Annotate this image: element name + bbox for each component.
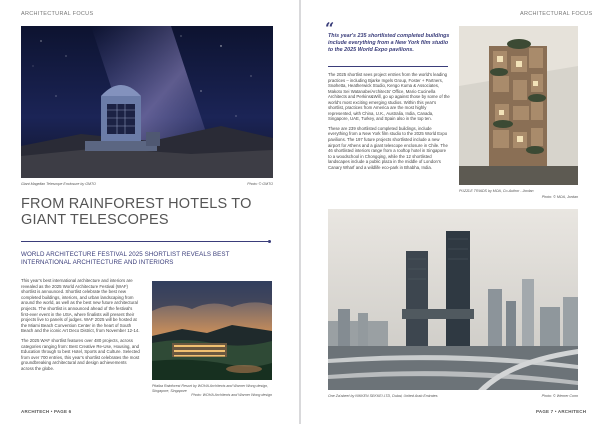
body-paragraph: This year's best international architecture and interiors are revealed as the 2025 World Architecture Festival (WAF) shortlist is announced. Shortlist celebrate the best new completed buildings, interiors, and urban landscaping from around the world, as well as the best new future architectural projects. The shortlist is announced ahead of the festival's first-ever event in the USA, where finalists will present their projects live to panels of judges. WAF 2025 will be hosted at the Miami Beach Convention Center in the heart of South Beach and the iconic Art Deco District, from November 12-14. <box>21 278 140 334</box>
body-paragraph: These are 239 shortlisted completed buildings, include everything from a New York film studio to the 2025 World Expo pavilions. The 197 future projects shortlisted include a new airport for Athens and a giant telescope enclosure in Chile. The 46 shortlisted interiors range from a rooftop hotel in Singapore to a woodschool in Chongqing, while the 12 shortlisted landscapes include a public plaza in the middle of London's Canary Wharf and a wildlife eco-park in Bhabha, India. <box>328 125 448 170</box>
left-body-column <box>21 278 140 376</box>
telescope-photo <box>21 26 273 178</box>
puzzle-photo-caption: PUZZLE TRIADS by MOA, Co-Author - Jordan <box>459 189 534 193</box>
right-page-footer: PAGE 7 • ARCHITECH <box>536 409 587 414</box>
body-paragraph: The 2025 shortlist sees project entries from the world's leading practices – including Bjarke Ingels Group, Foster + Partners, Snøhetta, Heatherwick Studio, Kengo Kuma & Associates, Makoto Sei Watanabe/Architects' Office, Mario Cucinella Architects and Perkins&Will, go up against those by some of the world's most exciting emerging studios. Within this year's shortlist, practices from America are the most highly represented, with China, U.K., Australia, India, Canada, Singapore, UAE, Turkey, and Spain also in the top ten. <box>328 72 450 122</box>
left-page-footer: ARCHITECH • PAGE 6 <box>21 409 72 414</box>
zaabeel-photo-credit: Photo: © Werner Conn <box>541 394 578 398</box>
body-paragraph: The 2025 WAF shortlist features over 480 projects, across categories ranging from: Best Creative Re-Use, Housing, and Education through to best Hotel, Sports and Culture. Selected from over 700 entries, this year's shortlist celebrates the most groundbreaking architectural and design achievements across the globe. <box>21 337 140 371</box>
telescope-photo-credit: Photo: © GMTO <box>247 182 273 186</box>
left-section-header: ARCHITECTURAL FOCUS <box>21 11 94 17</box>
pull-quote-rule <box>328 66 448 67</box>
puzzle-triads-photo <box>459 26 578 185</box>
pull-quote: This year's 235 shortlisted completed buildings include everything from a New York film studio to the 2025 World Expo pavilions. <box>328 33 450 53</box>
quote-mark-icon: “ <box>325 19 335 38</box>
resort-photo-caption: Pitaiba Rainforest Resort by WOHA Architects and Warner Wong design, Singapore, Singapore <box>152 384 269 393</box>
right-body-column <box>328 72 450 174</box>
telescope-photo-caption: Giant Magellan Telescope Enclosure by GMTO <box>21 182 96 186</box>
zaabeel-photo-caption: One Za'abeel by NIKKEN SEKKEI LTD, Dubai, United Arab Emirates <box>328 394 438 398</box>
right-section-header: ARCHITECTURAL FOCUS <box>520 11 593 17</box>
one-zaabeel-photo <box>328 209 578 390</box>
resort-photo-credit: Photo: WOHA Architects and Warner Wong design <box>191 393 272 397</box>
article-headline: FROM RAINFOREST HOTELS TO GIANT TELESCOPES <box>21 196 252 228</box>
article-subheading: WORLD ARCHITECTURE FESTIVAL 2025 SHORTLIST REVEALS BEST INTERNATIONAL ARCHITECTURE AND INTERIORS <box>21 251 230 266</box>
headline-rule-dot <box>268 240 271 243</box>
puzzle-photo-credit: Photo: © MOA, Jordan <box>541 195 578 199</box>
headline-rule <box>21 241 268 242</box>
rainforest-resort-photo <box>152 281 272 380</box>
